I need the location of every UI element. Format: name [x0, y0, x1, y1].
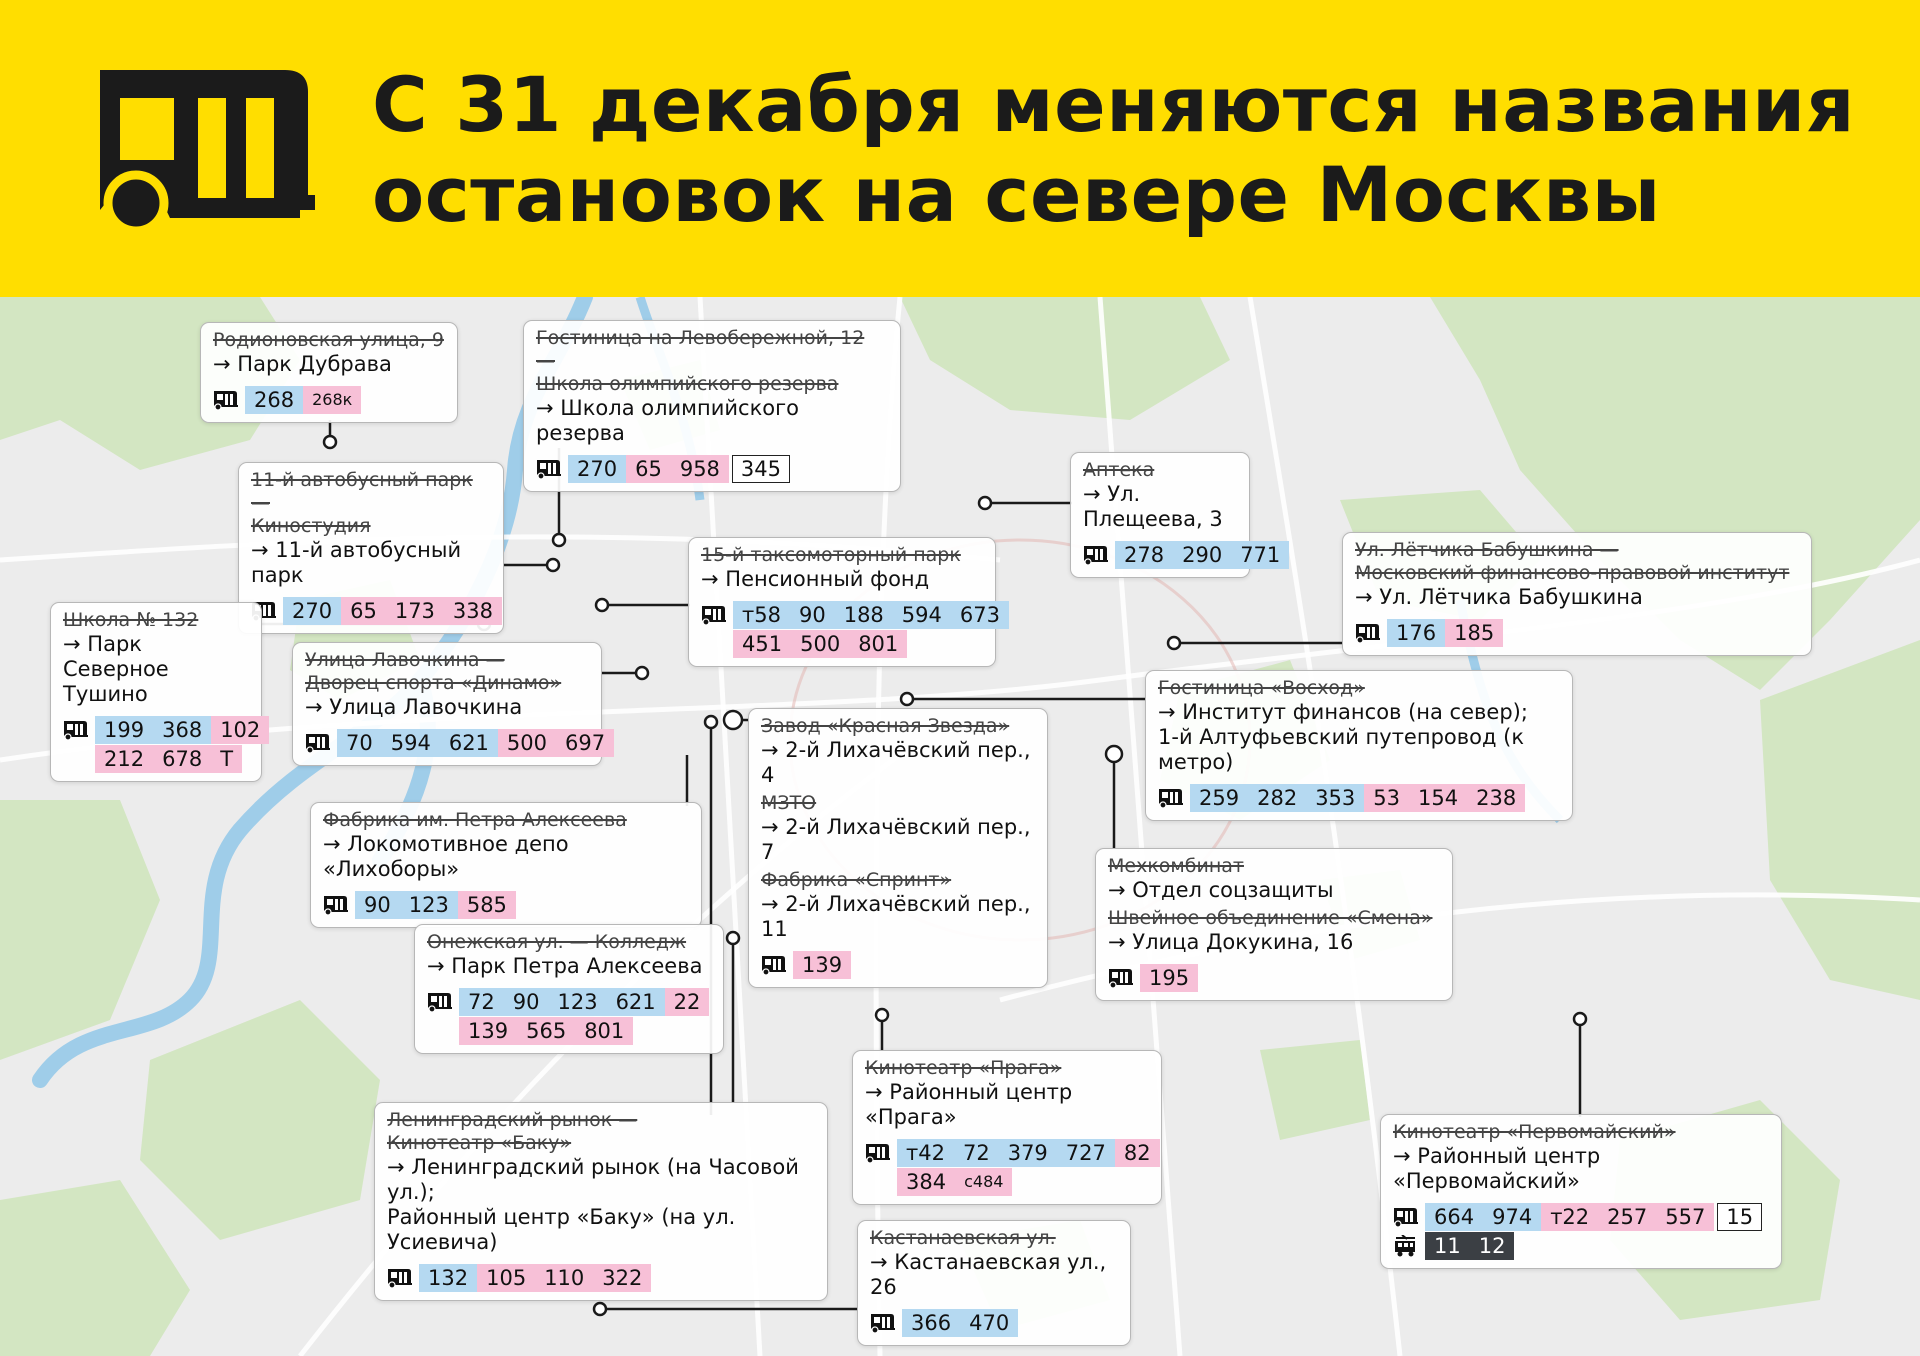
route-number: 500	[498, 729, 556, 757]
old-stop-name: Кинотеатр «Баку»	[387, 1132, 572, 1154]
new-stop-name: → 2-й Лихачёвский пер., 4	[761, 738, 1035, 788]
old-stop-name: Онежская ул. — Колледж	[427, 931, 687, 953]
route-number: 53	[1364, 784, 1409, 812]
route-number: 102	[211, 716, 269, 744]
route-list	[251, 597, 494, 625]
bus-icon	[870, 1312, 896, 1334]
route-list	[701, 630, 983, 658]
stop-callout-praga	[852, 1050, 1162, 1205]
route-number: 185	[1445, 619, 1503, 647]
route-number: 771	[1231, 541, 1289, 569]
route-list	[1158, 784, 1560, 812]
old-stop-name: Школа № 132	[63, 609, 199, 631]
bus-icon	[536, 458, 562, 480]
route-number: 384	[897, 1168, 955, 1196]
old-stop-name: Ул. Лётчика Бабушкина —	[1355, 539, 1619, 561]
new-stop-name: → 2-й Лихачёвский пер., 7	[761, 815, 1035, 865]
route-number: 801	[575, 1017, 633, 1045]
route-number: 90	[355, 891, 400, 919]
old-stop-name: 15-й таксомоторный парк	[701, 544, 961, 566]
stop-callout-taxi-park-15	[688, 537, 1000, 667]
old-stop-name: Фабрика им. Петра Алексеева	[323, 809, 627, 831]
route-number: 594	[893, 601, 951, 629]
new-stop-name: → Парк Петра Алексеева	[427, 954, 711, 979]
old-stop-name: Гостиница «Восход»	[1158, 677, 1365, 699]
old-stop-name: Родионовская улица, 9	[213, 329, 444, 351]
route-number: 110	[535, 1264, 593, 1292]
route-list	[1355, 619, 1799, 647]
route-number: 585	[458, 891, 516, 919]
route-number: 176	[1387, 619, 1445, 647]
stop-callout-school-132	[50, 602, 262, 782]
route-number: 11	[1425, 1232, 1470, 1260]
route-number: 65	[341, 597, 386, 625]
route-list	[387, 1264, 815, 1292]
new-stop-name: Тушино	[63, 682, 148, 706]
route-number: 70	[337, 729, 382, 757]
route-number: 90	[504, 988, 549, 1016]
route-number: 270	[568, 455, 626, 483]
old-stop-name: Дворец спорта «Динамо»	[305, 672, 562, 694]
route-list	[536, 455, 888, 483]
stop-callout-voskhod	[1145, 670, 1573, 821]
route-number: 565	[517, 1017, 575, 1045]
route-number: 727	[1057, 1139, 1115, 1167]
stop-callout-levoberezhnaya	[523, 320, 901, 492]
route-number: 173	[386, 597, 444, 625]
route-number: 500	[791, 630, 849, 658]
old-stop-name: Швейное объединение «Смена»	[1108, 907, 1433, 929]
stop-callout-fabrika-alekseeva	[310, 802, 702, 928]
route-number: 123	[400, 891, 458, 919]
route-number: 238	[1467, 784, 1525, 812]
stop-callout-rodionovskaya	[200, 322, 458, 423]
route-number: 366	[902, 1309, 960, 1337]
route-number: 322	[593, 1264, 651, 1292]
stop-callout-mekhkombinat	[1095, 848, 1453, 1001]
stop-callout-zavod	[748, 708, 1048, 988]
route-number: 697	[556, 729, 614, 757]
route-number: 594	[382, 729, 440, 757]
route-list	[1108, 964, 1440, 992]
old-stop-name: Аптека	[1083, 459, 1155, 481]
bus-icon	[701, 604, 727, 626]
route-number: 290	[1173, 541, 1231, 569]
old-stop-name: Улица Лавочкина —	[305, 649, 505, 671]
bus-icon	[865, 1142, 891, 1164]
bus-icon	[323, 894, 349, 916]
new-stop-name: → Школа олимпийского резерва	[536, 396, 888, 446]
route-number: 268	[245, 386, 303, 414]
old-stop-name: Гостиница на Левобережной, 12 —	[536, 327, 865, 372]
route-list	[1393, 1203, 1769, 1231]
route-number: с484	[955, 1168, 1012, 1196]
route-list	[1393, 1232, 1769, 1260]
new-stop-name: → Отдел соцзащиты	[1108, 878, 1440, 903]
route-number: т58	[733, 601, 790, 629]
new-stop-name: → Ул. Плещеева, 3	[1083, 482, 1237, 532]
route-number: 678	[153, 745, 211, 773]
route-number: 958	[671, 455, 729, 483]
route-number: 259	[1190, 784, 1248, 812]
new-stop-name: → Парк Дубрава	[213, 352, 445, 377]
new-stop-name: → Кастанаевская ул., 26	[870, 1250, 1118, 1300]
new-stop-name: Районный центр «Баку» (на ул. Усиевича)	[387, 1205, 736, 1254]
old-stop-name: 11-й автобусный парк —	[251, 469, 473, 514]
route-number: 557	[1656, 1203, 1714, 1231]
stop-callout-leningradsky	[374, 1102, 828, 1301]
route-list	[63, 716, 261, 744]
old-stop-name: Фабрика «Спринт»	[761, 869, 952, 891]
header-banner	[0, 0, 1920, 297]
new-stop-name: → Районный центр «Прага»	[865, 1080, 1149, 1130]
bus-icon	[1108, 967, 1134, 989]
bus-icon	[1158, 787, 1184, 809]
tram-icon	[1393, 1235, 1419, 1257]
route-number: 368	[153, 716, 211, 744]
new-stop-name: → 2-й Лихачёвский пер., 11	[761, 892, 1035, 942]
bus-icon	[1355, 622, 1381, 644]
route-number: 82	[1115, 1139, 1160, 1167]
route-number: 90	[790, 601, 835, 629]
route-number: 278	[1115, 541, 1173, 569]
route-number: 664	[1425, 1203, 1483, 1231]
route-number: 353	[1306, 784, 1364, 812]
new-stop-name: → Локомотивное депо «Лихоборы»	[323, 832, 689, 882]
new-stop-name: 1-й Алтуфьевский путепровод (к метро)	[1158, 725, 1525, 774]
stop-callout-babushkina	[1342, 532, 1812, 656]
route-list	[63, 745, 249, 773]
stop-callout-kastanaevskaya	[857, 1220, 1131, 1346]
bus-icon	[427, 991, 453, 1013]
old-stop-name: Мехкомбинат	[1108, 855, 1244, 877]
route-list	[865, 1139, 1149, 1167]
route-number: 270	[283, 597, 341, 625]
route-number: т42	[897, 1139, 954, 1167]
old-stop-name: Московский финансово-правовой институт	[1355, 562, 1790, 584]
old-stop-name: Кинотеатр «Первомайский»	[1393, 1121, 1676, 1143]
bus-icon	[761, 954, 787, 976]
new-stop-name: → Ленинградский рынок (на Часовой ул.);	[387, 1155, 815, 1205]
bus-icon	[100, 70, 320, 235]
old-stop-name: Завод «Красная Звезда»	[761, 715, 1010, 737]
old-stop-name: Киностудия	[251, 515, 371, 537]
bus-icon	[387, 1267, 413, 1289]
route-number: 268к	[303, 386, 361, 414]
route-list	[305, 729, 606, 757]
new-stop-name: → Пенсионный фонд	[701, 567, 983, 592]
route-number: 12	[1470, 1232, 1515, 1260]
title-line-2: остановок на севере Москвы	[372, 150, 1661, 239]
route-number: 282	[1248, 784, 1306, 812]
route-number: 139	[459, 1017, 517, 1045]
route-list	[870, 1309, 1118, 1337]
route-number: 15	[1717, 1203, 1762, 1231]
old-stop-name: Кинотеатр «Прага»	[865, 1057, 1062, 1079]
bus-icon	[305, 732, 331, 754]
stop-callout-lavochkina	[292, 642, 606, 766]
route-number: 188	[835, 601, 893, 629]
route-number: 345	[732, 455, 790, 483]
route-number: 65	[626, 455, 671, 483]
route-number: 974	[1483, 1203, 1541, 1231]
route-number: т22	[1541, 1203, 1598, 1231]
stop-callout-apteka	[1070, 452, 1281, 578]
route-list	[761, 951, 1035, 979]
route-number: 621	[607, 988, 665, 1016]
bus-icon	[1083, 544, 1109, 566]
bus-icon	[213, 389, 239, 411]
route-number: 801	[849, 630, 907, 658]
route-number: 379	[999, 1139, 1057, 1167]
route-number: 139	[793, 951, 851, 979]
route-number: 621	[440, 729, 498, 757]
page-title	[372, 60, 1855, 240]
bus-icon	[1393, 1206, 1419, 1228]
route-number: 338	[444, 597, 502, 625]
route-list	[323, 891, 689, 919]
route-number: 22	[665, 988, 710, 1016]
route-list	[427, 988, 711, 1016]
new-stop-name: → Ул. Лётчика Бабушкина	[1355, 585, 1799, 610]
new-stop-name: → Районный центр «Первомайский»	[1393, 1144, 1769, 1194]
route-list	[213, 386, 445, 414]
title-line-1: С 31 декабря меняются названия	[372, 60, 1856, 149]
new-stop-name: → Институт финансов (на север);	[1158, 700, 1560, 725]
route-number: 72	[954, 1139, 999, 1167]
route-list	[427, 1017, 711, 1045]
stop-callout-bus-park-11	[238, 462, 504, 634]
route-list	[865, 1168, 1149, 1196]
route-number: Т	[211, 745, 242, 773]
new-stop-name: → 11-й автобусный парк	[251, 538, 491, 588]
route-number: 257	[1598, 1203, 1656, 1231]
stop-callout-pervomaisky	[1380, 1114, 1782, 1269]
route-list	[701, 601, 1000, 629]
old-stop-name: Школа олимпийского резерва	[536, 373, 839, 395]
route-number: 199	[95, 716, 153, 744]
new-stop-name: → Улица Докукина, 16	[1108, 930, 1440, 955]
route-number: 451	[733, 630, 791, 658]
old-stop-name: МЗТО	[761, 792, 817, 814]
route-number: 195	[1140, 964, 1198, 992]
route-number: 154	[1409, 784, 1467, 812]
stop-callout-onezhskaya	[414, 924, 724, 1054]
route-number: 673	[951, 601, 1009, 629]
route-number: 123	[548, 988, 606, 1016]
old-stop-name: Кастанаевская ул.	[870, 1227, 1056, 1249]
bus-icon	[63, 719, 89, 741]
route-number: 72	[459, 988, 504, 1016]
new-stop-name: → Парк Северное	[63, 632, 249, 682]
route-number: 132	[419, 1264, 477, 1292]
old-stop-name: Ленинградский рынок —	[387, 1109, 638, 1131]
route-number: 470	[960, 1309, 1018, 1337]
new-stop-name: → Улица Лавочкина	[305, 695, 589, 720]
route-number: 212	[95, 745, 153, 773]
route-list	[1083, 541, 1281, 569]
route-number: 105	[477, 1264, 535, 1292]
